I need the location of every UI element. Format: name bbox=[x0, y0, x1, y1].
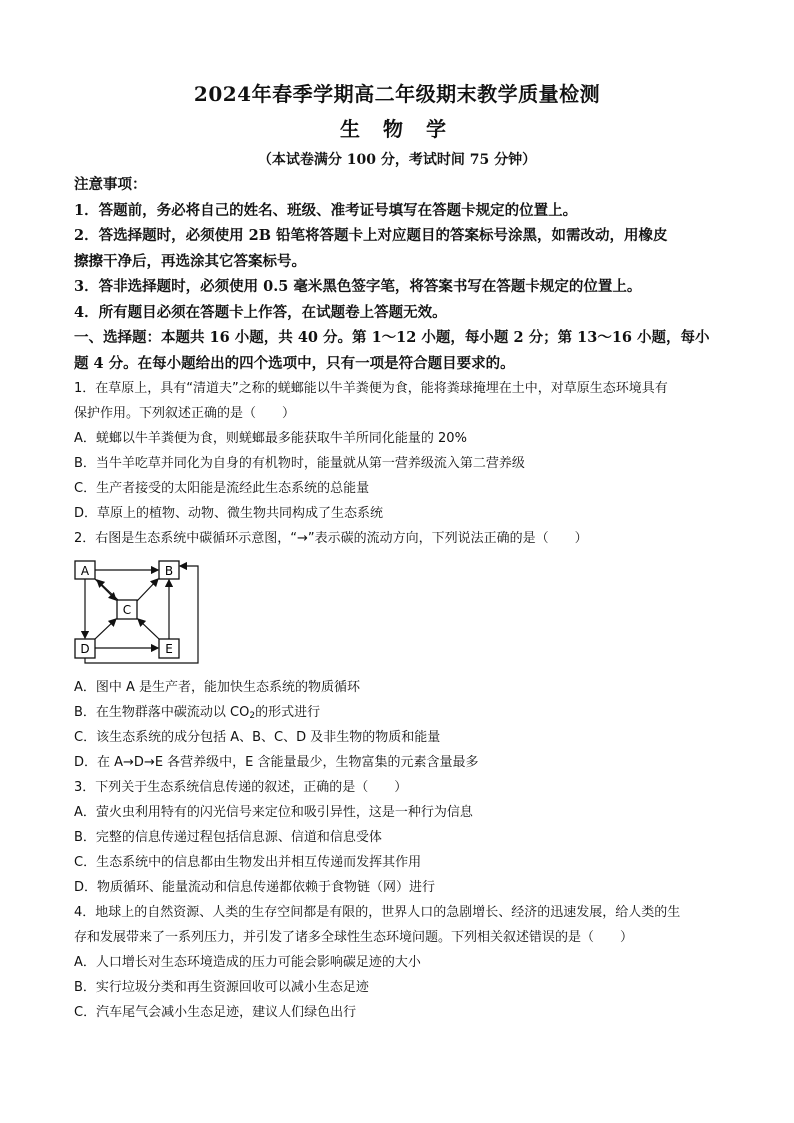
question-1-option-a: A．蜣螂以牛羊粪便为食，则蜣螂最多能获取牛羊所同化能量的 20% bbox=[74, 431, 467, 446]
node-b-label: B bbox=[164, 564, 174, 578]
question-4-stem: 4．地球上的自然资源、人类的生存空间都是有限的，世界人口的急剧增长、经济的迅速发展，给人类的生 bbox=[74, 905, 681, 920]
question-3-stem: 3．下列关于生态系统信息传递的叙述，正确的是（ ） bbox=[74, 780, 408, 795]
node-c-label: C bbox=[122, 603, 132, 617]
notice-heading: 注意事项： bbox=[74, 176, 147, 193]
question-2-option-d: D．在 A→D→E 各营养级中，E 含能量最少，生物富集的元素含量最多 bbox=[74, 755, 479, 770]
question-1-option-d: D．草原上的植物、动物、微生物共同构成了生态系统 bbox=[74, 506, 384, 521]
carbon-cycle-svg bbox=[74, 559, 214, 665]
notice-item: 4．所有题目必须在答题卡上作答，在试题卷上答题无效。 bbox=[74, 303, 447, 321]
question-1-option-c: C．生产者接受的太阳能是流经此生态系统的总能量 bbox=[74, 481, 370, 496]
option-b-text: B．在生物群落中碳流动以 CO bbox=[74, 705, 250, 720]
question-3-option-c: C．生态系统中的信息都由生物发出并相互传递而发挥其作用 bbox=[74, 855, 422, 870]
subject-title: 生 物 学 bbox=[340, 117, 454, 141]
arrow-c-b bbox=[137, 579, 158, 601]
node-d-label: D bbox=[80, 642, 90, 656]
question-2-option-a: A．图中 A 是生产者，能加快生态系统的物质循环 bbox=[74, 680, 361, 695]
question-1-option-b: B．当牛羊吃草并同化为自身的有机物时，能量就从第一营养级流入第二营养级 bbox=[74, 456, 525, 471]
node-a-label: A bbox=[80, 564, 90, 578]
question-4-option-c: C．汽车尾气会减小生态足迹，建议人们绿色出行 bbox=[74, 1005, 357, 1020]
notice-item: 3．答非选择题时，必须使用 0.5 毫米黑色签字笔，将答案书写在答题卡规定的位置上。 bbox=[74, 278, 642, 295]
question-3-option-a: A．萤火虫利用特有的闪光信号来定位和吸引异性，这是一种行为信息 bbox=[74, 805, 473, 820]
carbon-cycle-diagram bbox=[74, 559, 214, 665]
notice-item: 1．答题前，务必将自己的姓名、班级、准考证号填写在答题卡规定的位置上。 bbox=[74, 201, 578, 219]
exam-content bbox=[74, 172, 722, 1025]
section-instructions: 题 4 分。在每小题给出的四个选项中，只有一项是符合题目要求的。 bbox=[74, 354, 515, 372]
subscript: 2 bbox=[249, 711, 256, 721]
exam-info: （本试卷满分 100 分，考试时间 75 分钟） bbox=[257, 152, 537, 168]
node-e-label: E bbox=[165, 642, 173, 656]
question-4-stem: 存和发展带来了一系列压力，并引发了诸多全球性生态环境问题。下列相关叙述错误的是（ ） bbox=[74, 930, 634, 945]
question-2-option-c: C．该生态系统的成分包括 A、B、C、D 及非生物的物质和能量 bbox=[74, 730, 441, 745]
arrow-d-c bbox=[95, 619, 116, 639]
question-2-option-b bbox=[74, 700, 722, 725]
notice-item: 擦擦干净后，再选涂其它答案标号。 bbox=[74, 252, 306, 270]
question-4-option-a: A．人口增长对生态环境造成的压力可能会影响碳足迹的大小 bbox=[74, 955, 421, 970]
arrow-e-c bbox=[138, 619, 159, 639]
question-4-option-b: B．实行垃圾分类和再生资源回收可以减小生态足迹 bbox=[74, 980, 369, 995]
arrow-c-a bbox=[97, 580, 118, 600]
section-instructions: 一、选择题：本题共 16 小题，共 40 分。第 1～12 小题，每小题 2 分；第 13～16 小题，每小 bbox=[74, 329, 710, 346]
question-3-option-d: D．物质循环、能量流动和信息传递都依赖于食物链（网）进行 bbox=[74, 880, 436, 895]
arrow-a-c bbox=[95, 579, 116, 600]
notice-item: 2．答选择题时，必须使用 2B 铅笔将答题卡上对应题目的答案标号涂黑，如需改动，用橡皮 bbox=[74, 227, 668, 244]
question-2-stem: 2．右图是生态系统中碳循环示意图，“→”表示碳的流动方向，下列说法正确的是（ ） bbox=[74, 531, 588, 546]
question-1-stem: 保护作用。下列叙述正确的是（ ） bbox=[74, 406, 296, 421]
option-b-text: 的形式进行 bbox=[255, 705, 321, 720]
exam-title: 2024年春季学期高二年级期末教学质量检测 bbox=[193, 82, 601, 106]
question-1-stem: 1．在草原上，具有“清道夫”之称的蜣螂能以牛羊粪便为食，能将粪球掩埋在土中，对草原生态环境具有 bbox=[74, 381, 668, 396]
question-3-option-b: B．完整的信息传递过程包括信息源、信道和信息受体 bbox=[74, 830, 382, 845]
